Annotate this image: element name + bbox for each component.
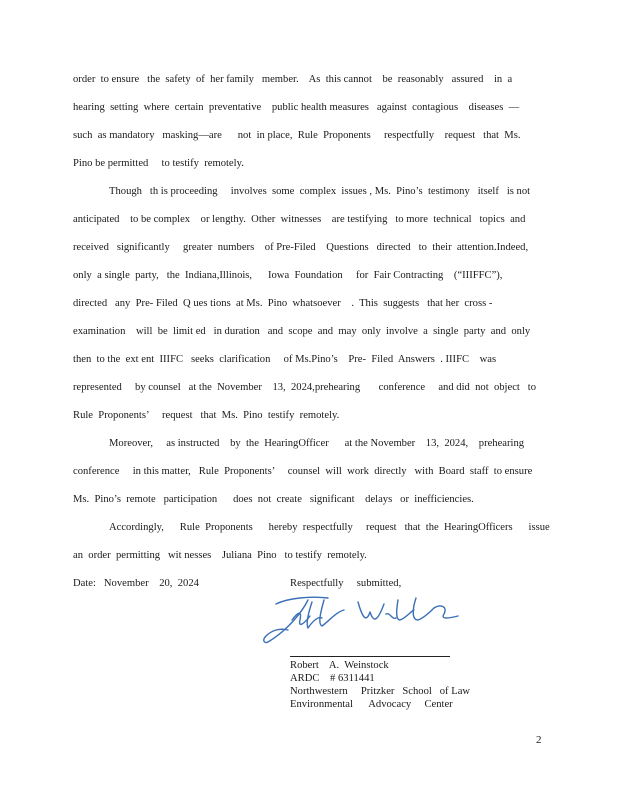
- body-line: hearing setting where certain preventative public health measures against contagious diseases —: [73, 102, 520, 113]
- page-number: 2: [536, 734, 542, 746]
- body-line: such as mandatory masking—are not in place, Rule Proponents respectfully request that Ms.: [73, 130, 521, 141]
- signatory-center: Environmental Advocacy Center: [290, 699, 453, 710]
- body-line: Accordingly, Rule Proponents hereby respectfully request that the HearingOfficers issue: [109, 522, 550, 533]
- body-line: Ms. Pino’s remote participation does not create significant delays or inefficiencies.: [73, 494, 474, 505]
- body-line: examination will be limit ed in duration and scope and may only involve a single party and only: [73, 326, 531, 337]
- body-line: only a single party, the Indiana,Illinois, Iowa Foundation for Fair Contracting (“IIIFFC”),: [73, 270, 503, 281]
- body-line: Pino be permitted to testify remotely.: [73, 158, 244, 169]
- body-line: Rule Proponents’ request that Ms. Pino testify remotely.: [73, 410, 340, 421]
- closing-line: Respectfully submitted,: [290, 578, 402, 589]
- signatory-school: Northwestern Pritzker School of Law: [290, 686, 471, 697]
- signatory-name: Robert A. Weinstock: [290, 660, 389, 671]
- body-line: an order permitting wit nesses Juliana Pino to testify remotely.: [73, 550, 367, 561]
- body-line: received significantly greater numbers of Pre-Filed Questions directed to their attention.Indeed,: [73, 242, 529, 253]
- date-line: Date: November 20, 2024: [73, 578, 199, 589]
- body-line: Though th is proceeding involves some complex issues , Ms. Pino’s testimony itself is not: [109, 186, 531, 197]
- body-line: represented by counsel at the November 13, 2024,prehearing conference and did not object to: [73, 382, 537, 393]
- body-line: order to ensure the safety of her family member. As this cannot be reasonably assured in a: [73, 74, 513, 85]
- body-line: anticipated to be complex or lengthy. Other witnesses are testifying to more technical topics and: [73, 214, 526, 225]
- body-line: directed any Pre- Filed Q ues tions at Ms. Pino whatsoever . This suggests that her cross -: [73, 298, 493, 309]
- body-line: Moreover, as instructed by the HearingOfficer at the November 13, 2024, prehearing: [109, 438, 525, 449]
- body-line: conference in this matter, Rule Proponents’ counsel will work directly with Board staff to ensure: [73, 466, 533, 477]
- handwritten-signature: [258, 590, 468, 650]
- body-line: then to the ext ent IIIFC seeks clarification of Ms.Pino’s Pre- Filed Answers . IIIFC was: [73, 354, 497, 365]
- signatory-ardc: ARDC # 6311441: [290, 673, 375, 684]
- signature-rule: [290, 656, 450, 657]
